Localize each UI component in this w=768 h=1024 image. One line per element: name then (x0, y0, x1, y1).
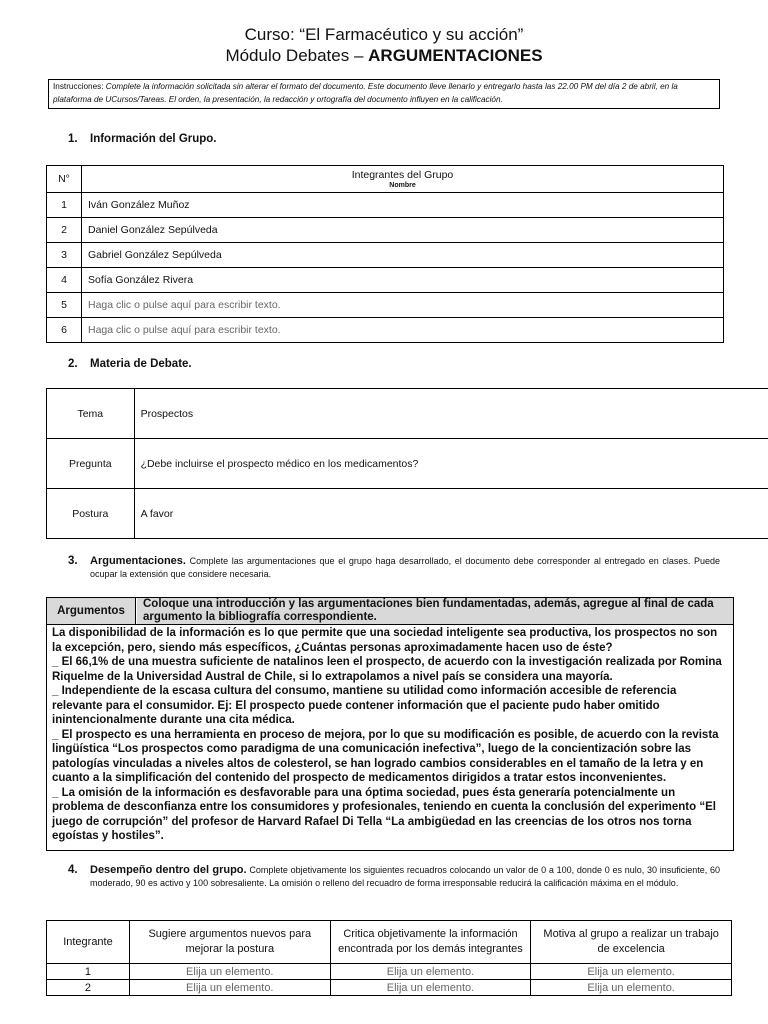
table-row (47, 439, 768, 489)
section-4-description: Complete objetivamente los siguientes recuadros colocando un valor de 0 a 100, donde 0 es nulo, 30 insuficiente, 60 moderado, 90 es activo y 100 sobresaliente. La omisión o relleno del recuadro de forma irresponsable reducirá la calificación máxima en el módulo. (90, 865, 720, 888)
table-row (47, 268, 724, 293)
member-name-field[interactable]: Sofía González Rivera (82, 268, 724, 293)
section-1-title: Información del Grupo. (90, 133, 217, 145)
row-number: 2 (47, 980, 130, 996)
row-number: 4 (47, 268, 82, 293)
group-table-header (47, 166, 724, 193)
section-2-title: Materia de Debate. (90, 358, 192, 370)
section-3-title: Argumentaciones. (90, 555, 186, 567)
member-name-field[interactable]: Daniel González Sepúlveda (82, 218, 724, 243)
row-number: 5 (47, 293, 82, 318)
col-motiva: Motiva al grupo a realizar un trabajo de excelencia (531, 921, 732, 964)
section-4-heading (68, 864, 90, 876)
table-row (47, 389, 768, 439)
section-2-heading (68, 358, 192, 370)
section-2-number: 2. (68, 358, 78, 370)
member-name-field[interactable]: Iván González Muñoz (82, 193, 724, 218)
section-1-number: 1. (68, 133, 78, 145)
performance-header-row (47, 921, 732, 964)
debate-key: Pregunta (47, 439, 135, 489)
row-number: 1 (47, 193, 82, 218)
group-members-table (46, 165, 724, 343)
debate-value-field[interactable]: ¿Debe incluirse el prospecto médico en los medicamentos? (134, 439, 768, 489)
argument-paragraph: _ Independiente de la escasa cultura del consumo, mantiene su utilidad como información accesible de referencia relevante para el consumidor. Ej: El prospecto puede contener información que el paciente pudo haber omitido inintencionalmente durante una cita médica. (52, 685, 677, 726)
table-row (47, 980, 732, 996)
arguments-text-area[interactable] (46, 625, 734, 851)
col-members-header (82, 166, 724, 193)
table-row (47, 293, 724, 318)
module-prefix: Módulo Debates – (225, 46, 369, 65)
section-3-heading (68, 555, 90, 567)
course-line: Curso: “El Farmacéutico y su acción” (244, 25, 524, 44)
arguments-instructions: Coloque una introducción y las argumentaciones bien fundamentadas, además, agregue al final de cada argumento la bibliografía correspondiente. (137, 598, 733, 624)
row-number: 2 (47, 218, 82, 243)
col-num-header: N° (47, 166, 82, 193)
module-title (0, 45, 768, 67)
section-1-heading (68, 133, 217, 145)
table-row (47, 489, 768, 539)
argument-paragraph: La disponibilidad de la información es lo que permite que una sociedad inteligente sea productiva, los prospectos no son la excepción, pero, siendo más específicos, ¿Cuántas personas aproximadamente hacen uso de éste? (52, 627, 718, 654)
table-row (47, 193, 724, 218)
debate-value-field[interactable]: Prospectos (134, 389, 768, 439)
debate-key: Tema (47, 389, 135, 439)
argument-paragraph: _ El prospecto es una herramienta en proceso de mejora, por lo que su modificación es posible, de acuerdo con la revista lingüística “Los prospectos como paradigma de una comunicación inefectiva”, luego de la concientización sobre las patologías vinculadas a niveles altos de colesterol, se han logrado cambios considerables en el tamaño de la letra y en cuanto a la simplificación del contenido del prospecto de medicamentos dirigidos a tratar estos inconvenientes. (52, 728, 719, 784)
col-integrante: Integrante (47, 921, 130, 964)
row-number: 3 (47, 243, 82, 268)
member-name-placeholder[interactable]: Haga clic o pulse aquí para escribir texto. (82, 318, 724, 343)
arguments-label: Argumentos (47, 598, 136, 624)
row-number: 1 (47, 964, 130, 980)
choose-element-dropdown[interactable]: Elija un elemento. (531, 964, 732, 980)
instructions-label: Instrucciones: (53, 82, 104, 91)
choose-element-dropdown[interactable]: Elija un elemento. (129, 980, 330, 996)
row-number: 6 (47, 318, 82, 343)
choose-element-dropdown[interactable]: Elija un elemento. (129, 964, 330, 980)
member-name-field[interactable]: Gabriel González Sepúlveda (82, 243, 724, 268)
course-title (0, 24, 768, 46)
section-3-paragraph (90, 555, 720, 581)
col-sugiere: Sugiere argumentos nuevos para mejorar la postura (129, 921, 330, 964)
members-header-sub: Nombre (389, 181, 416, 189)
debate-table (46, 388, 768, 539)
table-row (47, 218, 724, 243)
table-row (47, 243, 724, 268)
section-4-number: 4. (68, 864, 78, 876)
instructions-box (48, 79, 720, 109)
col-critica: Critica objetivamente la información encontrada por los demás integrantes (330, 921, 531, 964)
performance-table (46, 920, 732, 996)
instructions-text: Complete la información solicitada sin alterar el formato del documento. Este documento lleve llenarlo y entregarlo hasta las 22.00 PM del día 2 de abril, en la plataforma de UCursos/Tareas. El orden, la presentación, la redacción y ortografía del documento influyen en la calificación. (53, 82, 678, 104)
table-row (47, 964, 732, 980)
choose-element-dropdown[interactable]: Elija un elemento. (330, 964, 531, 980)
argument-paragraph: _ El 66,1% de una muestra suficiente de natalinos leen el prospecto, de acuerdo con la investigación realizada por Romina Riquelme de la Universidad Austral de Chile, si lo extrapolamos a nivel país se considera una mayoría. (52, 656, 722, 683)
choose-element-dropdown[interactable]: Elija un elemento. (531, 980, 732, 996)
section-3-description: Complete las argumentaciones que el grupo haga desarrollado, el documento debe corresponder al entregado en clases. Puede ocupar la extensión que considere necesaria. (90, 556, 720, 579)
section-4-title: Desempeño dentro del grupo. (90, 864, 247, 876)
section-3-number: 3. (68, 555, 78, 567)
argument-paragraph: _ La omisión de la información es desfavorable para una óptima sociedad, pues ésta generaría potencialmente un problema de desconfianza entre los consumidores y profesionales, teniendo en cuenta la conclusión del experimento “El juego de corrupción” del profesor de Harvard Rafael Di Tella “La ambigüedad en las creencias de los otros nos torna egoístas y hostiles”. (52, 786, 716, 842)
member-name-placeholder[interactable]: Haga clic o pulse aquí para escribir texto. (82, 293, 724, 318)
debate-key: Postura (47, 489, 135, 539)
table-row (47, 318, 724, 343)
choose-element-dropdown[interactable]: Elija un elemento. (330, 980, 531, 996)
debate-value-field[interactable]: A favor (134, 489, 768, 539)
arguments-header (46, 597, 734, 625)
section-4-paragraph (90, 864, 720, 890)
members-header-title: Integrantes del Grupo (351, 168, 454, 181)
module-bold: ARGUMENTACIONES (368, 46, 543, 65)
